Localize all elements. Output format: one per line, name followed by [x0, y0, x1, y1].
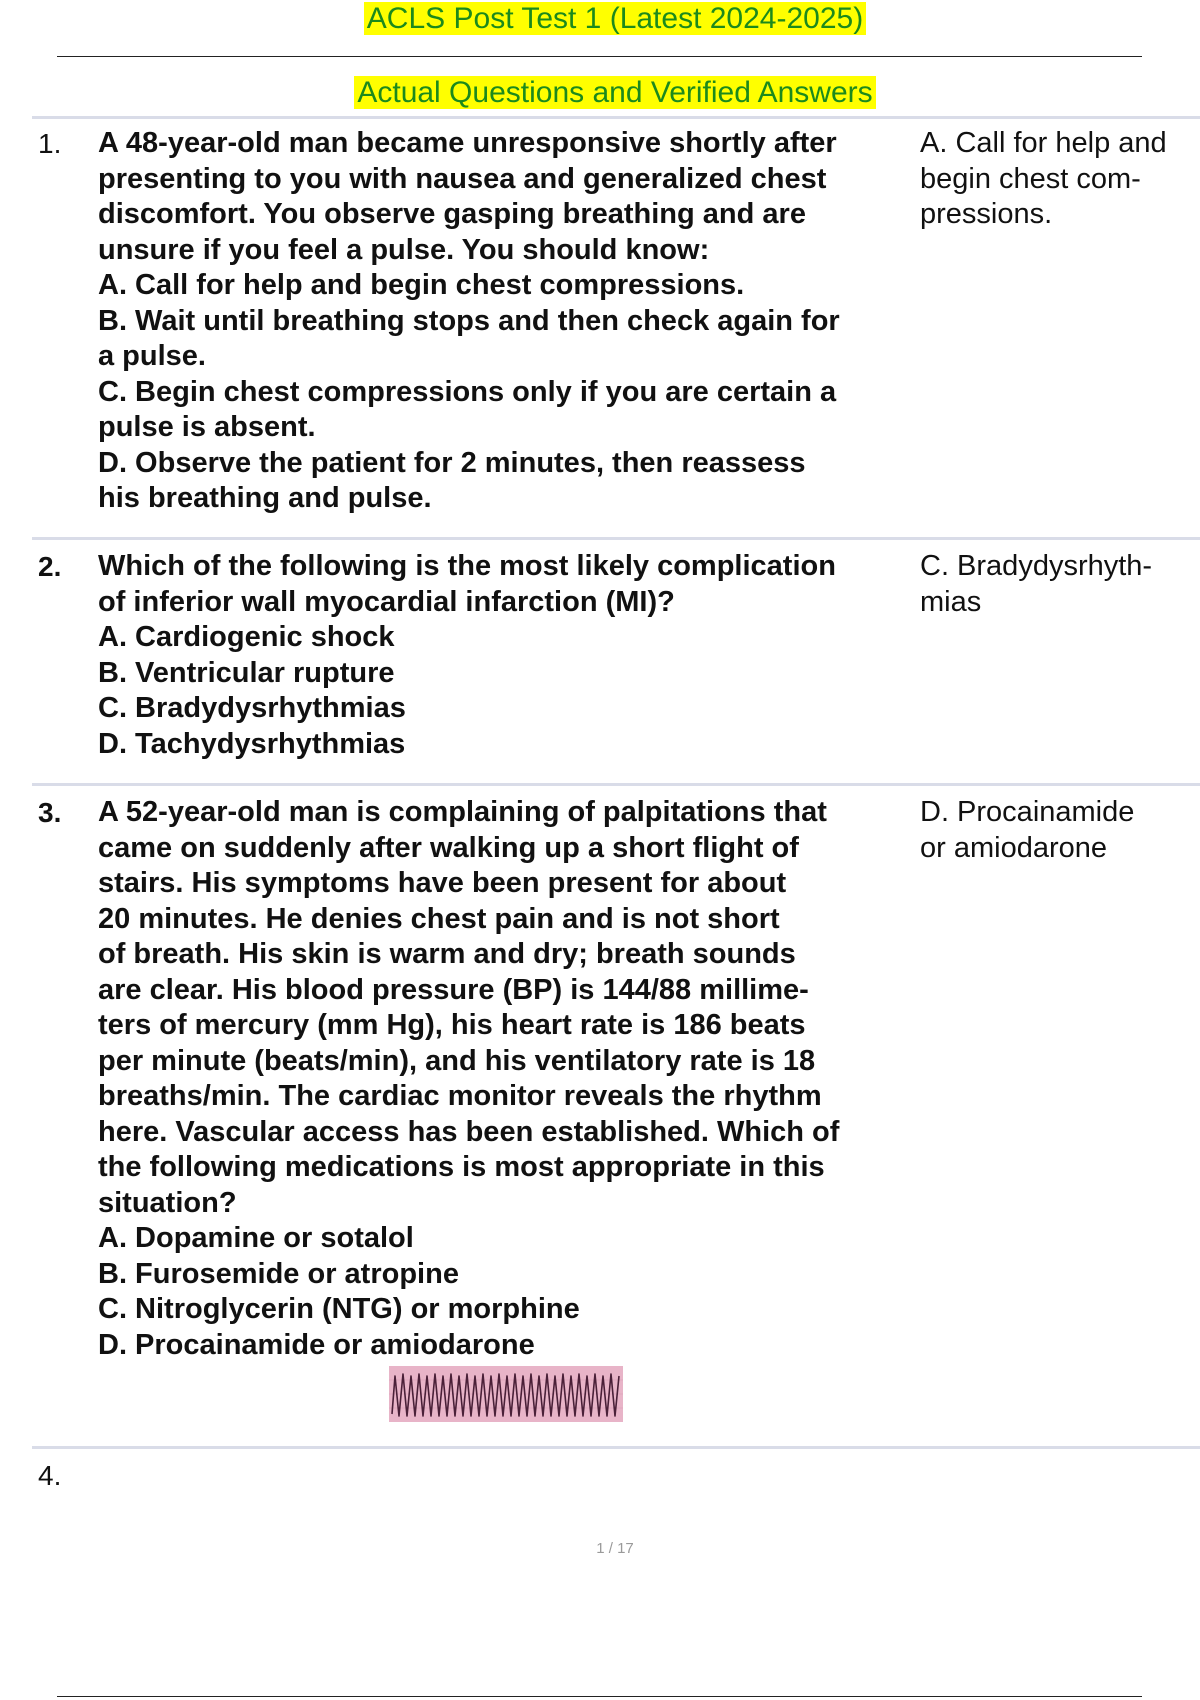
- option-b: B. Ventricular rupture: [98, 656, 395, 689]
- answer-line: C. Bradydysrhyth-: [920, 550, 1153, 582]
- question-2-answer: [920, 549, 1196, 620]
- page-indicator: 1 / 17: [596, 1540, 634, 1557]
- option-c: C. Begin chest compressions only if you are certain a: [98, 375, 837, 408]
- question-line: ters of mercury (mm Hg), his heart rate is 186 beats: [98, 1009, 806, 1041]
- answer-line: D. Procainamide: [920, 796, 1135, 828]
- option-c: C. Nitroglycerin (NTG) or morphine: [98, 1293, 580, 1325]
- option-a: A. Dopamine or sotalol: [98, 1222, 414, 1254]
- question-line: presenting to you with nausea and generalized chest: [98, 162, 827, 195]
- title-divider: [57, 56, 1142, 57]
- question-separator: [32, 537, 1200, 540]
- document-title-text: ACLS Post Test 1 (Latest 2024-2025): [364, 2, 866, 35]
- question-line: discomfort. You observe gasping breathing and are: [98, 198, 806, 230]
- question-line: Which of the following is the most likely complication: [98, 550, 836, 582]
- answer-line: begin chest com-: [920, 162, 1141, 195]
- document-subtitle: [0, 76, 1200, 110]
- option-c: C. Bradydysrhythmias: [98, 692, 406, 724]
- question-line: came on suddenly after walking up a short flight of: [98, 831, 799, 864]
- question-line: 20 minutes. He denies chest pain and is not short: [98, 902, 780, 935]
- option-d-cont: his breathing and pulse.: [98, 482, 432, 514]
- option-b: B. Furosemide or atropine: [98, 1257, 459, 1290]
- question-2-text: [98, 549, 916, 762]
- option-b-cont: a pulse.: [98, 340, 206, 372]
- option-d: D. Observe the patient for 2 minutes, then reassess: [98, 446, 806, 479]
- option-d: D. Procainamide or amiodarone: [98, 1328, 535, 1361]
- question-1-number: 1.: [38, 128, 62, 159]
- question-separator: [32, 1446, 1200, 1449]
- question-1-answer: [920, 126, 1196, 233]
- ecg-rhythm-strip: [389, 1366, 623, 1422]
- question-2-number: 2.: [38, 551, 62, 582]
- option-b: B. Wait until breathing stops and then check again for: [98, 304, 840, 337]
- answer-line: A. Call for help and: [920, 127, 1167, 159]
- question-3-text: [98, 795, 916, 1363]
- option-a: A. Call for help and begin chest compressions.: [98, 269, 745, 301]
- question-line: of inferior wall myocardial infarction (MI)?: [98, 585, 675, 618]
- option-c-cont: pulse is absent.: [98, 411, 316, 443]
- question-separator: [32, 783, 1200, 786]
- question-1-text: [98, 126, 916, 517]
- question-line: of breath. His skin is warm and dry; breath sounds: [98, 938, 796, 970]
- option-d: D. Tachydysrhythmias: [98, 727, 406, 760]
- question-line: unsure if you feel a pulse. You should know:: [98, 233, 710, 266]
- question-line: the following medications is most appropriate in this: [98, 1151, 825, 1183]
- question-line: are clear. His blood pressure (BP) is 144/88 millime-: [98, 973, 809, 1006]
- question-line: here. Vascular access has been established. Which of: [98, 1115, 840, 1148]
- answer-line: mias: [920, 585, 982, 618]
- question-line: breaths/min. The cardiac monitor reveals the rhythm: [98, 1080, 822, 1112]
- question-3-number: 3.: [38, 797, 62, 828]
- question-line: A 48-year-old man became unresponsive shortly after: [98, 127, 837, 159]
- question-line: stairs. His symptoms have been present for about: [98, 867, 787, 899]
- question-line: per minute (beats/min), and his ventilatory rate is 18: [98, 1044, 816, 1077]
- question-4-number: 4.: [38, 1460, 62, 1491]
- question-3-answer: [920, 795, 1196, 866]
- question-line: A 52-year-old man is complaining of palpitations that: [98, 796, 827, 828]
- answer-line: or amiodarone: [920, 831, 1107, 864]
- document-subtitle-text: Actual Questions and Verified Answers: [354, 76, 875, 109]
- question-separator: [32, 116, 1200, 119]
- question-line: situation?: [98, 1186, 237, 1219]
- option-a: A. Cardiogenic shock: [98, 621, 395, 653]
- answer-line: pressions.: [920, 198, 1053, 230]
- footer-divider: [57, 1696, 1142, 1697]
- document-title: [0, 2, 1200, 36]
